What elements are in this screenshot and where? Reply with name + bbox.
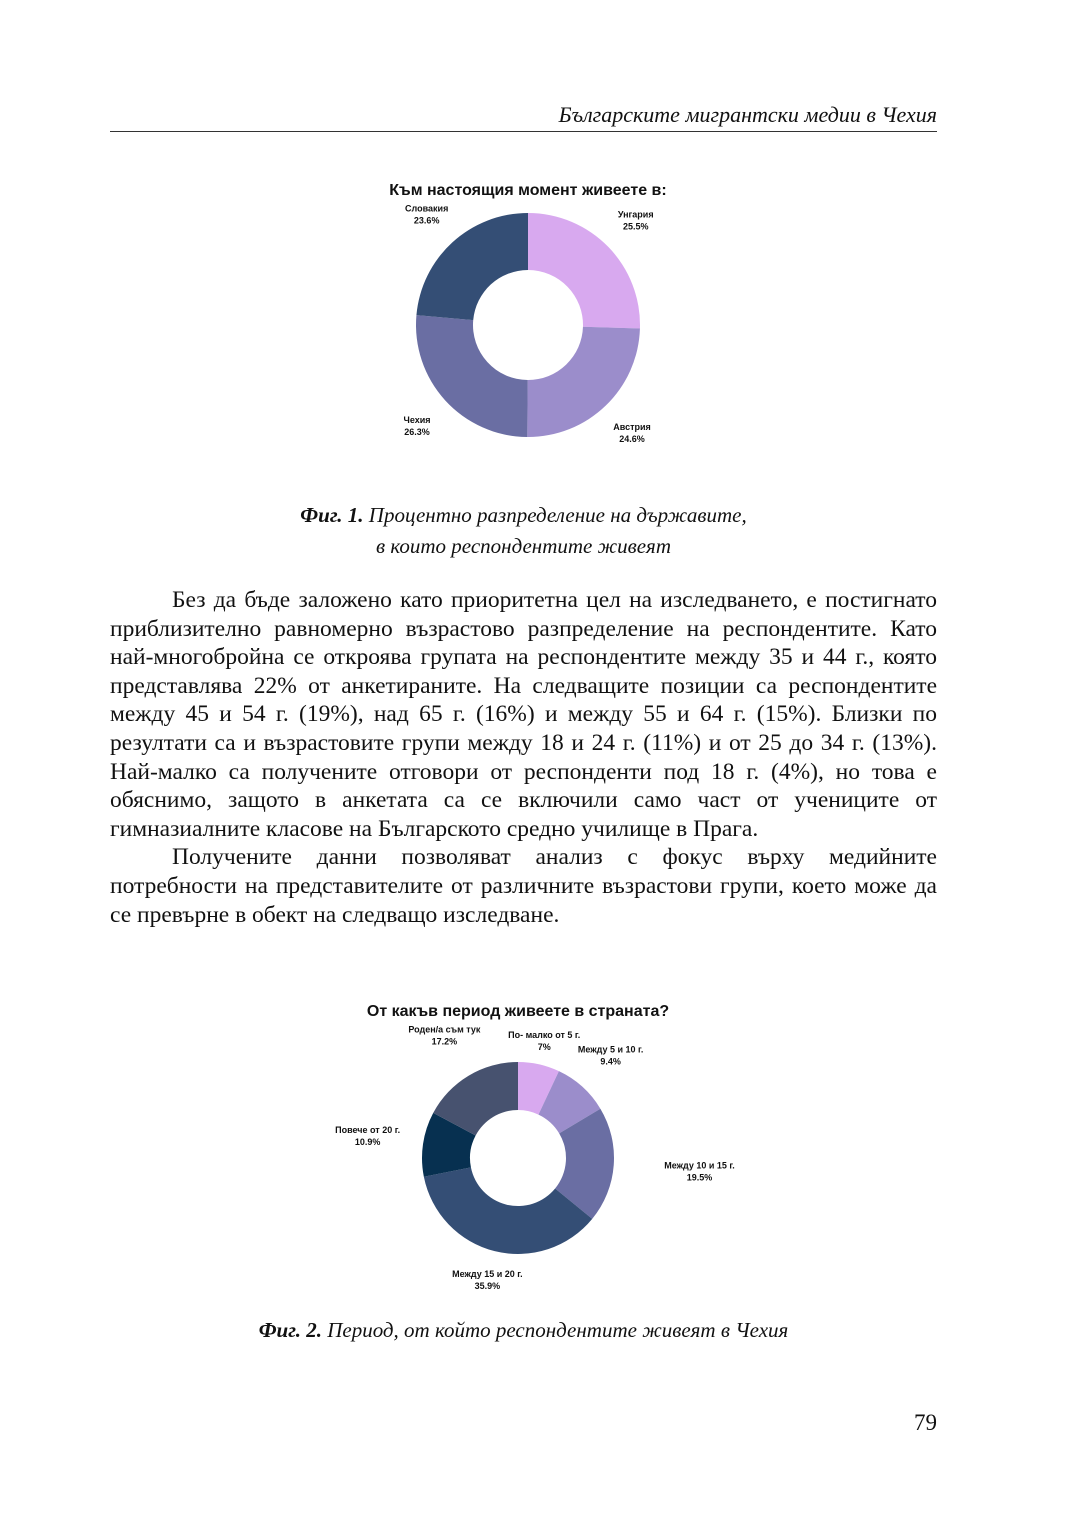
chart-2-value-2: 19.5%	[686, 1172, 713, 1183]
page-number: 79	[914, 1410, 937, 1435]
chart-1-slice-2	[416, 315, 528, 437]
chart-2-label-1: Между 5 и 10 г.	[577, 1044, 644, 1055]
chart-2-title: От какъв период живеете в страната?	[366, 1003, 670, 1020]
chart-1-title: Към настоящия момент живеете в:	[389, 182, 667, 199]
figure-2-caption-text: Период, от който респондентите живеят в Чехия	[327, 1318, 789, 1342]
figure-2-chart	[0, 990, 1080, 1290]
figure-1-chart	[0, 170, 1080, 460]
figure-1-caption-label: Фиг. 1.	[300, 503, 364, 527]
chart-1-value-3: 23.6%	[413, 215, 440, 226]
chart-2-label-0: По- малко от 5 г.	[508, 1029, 581, 1040]
figure-1-caption-line1: Процентно разпределение на държавите,	[368, 503, 747, 527]
donut-chart-countries	[0, 170, 1080, 460]
chart-2-value-5: 17.2%	[431, 1036, 458, 1047]
chart-1-value-0: 25.5%	[622, 221, 649, 232]
chart-2-value-3: 35.9%	[474, 1281, 501, 1290]
chart-1-value-1: 24.6%	[619, 434, 645, 445]
figure-1-caption-line2: в които респондентите живеят	[375, 534, 671, 558]
figure-2-caption	[110, 1315, 937, 1346]
chart-1-label-3: Словакия	[405, 203, 449, 214]
running-head: Българските мигрантски медии в Чехия	[110, 100, 937, 132]
chart-1-slice-3	[413, 213, 528, 320]
donut-chart-period	[0, 990, 1080, 1290]
chart-2-label-4: Повече от 20 г.	[335, 1124, 401, 1135]
chart-1-label-0: Унгария	[617, 209, 654, 220]
paragraph-2: Получените данни позволяват анализ с фокус върху медийните потребности на представителите от различните възрастови групи, което може да се превърне в обект на следващо изследване.	[110, 844, 937, 928]
chart-2-value-4: 10.9%	[354, 1136, 381, 1147]
figure-1-caption	[110, 500, 937, 562]
chart-2-label-5: Роден/а съм тук	[408, 1024, 481, 1035]
chart-1-slice-1	[527, 327, 640, 437]
figure-2-caption-label: Фиг. 2.	[258, 1318, 322, 1342]
chart-2-label-2: Между 10 и 15 г.	[664, 1160, 735, 1171]
chart-2-value-0: 7%	[537, 1041, 551, 1052]
body-text	[110, 586, 937, 929]
chart-1-value-2: 26.3%	[404, 426, 430, 437]
chart-2-label-3: Между 15 и 20 г.	[452, 1269, 523, 1280]
chart-1-label-1: Австрия	[613, 422, 651, 433]
chart-2-value-1: 9.4%	[600, 1056, 621, 1067]
chart-1-label-2: Чехия	[403, 414, 431, 425]
paragraph-1: Без да бъде заложено като приоритетна цел на изследването, е постигнато приблизително равномерно възрастово разпределение на респондентите. Като най-многобройна се откроява групата на респондентите между 35 и 44 г., която представлява 22% от анкетираните. На следващите позиции са респондентите между 45 и 54 г. (19%), над 65 г. (16%) и между 55 и 64 г. (15%). Близки по резултати са и възрастовите групи между 18 и 24 г. (11%) и от 25 до 34 г. (13%). Най-малко са получените отговори от респонденти под 18 г. (4%), но това е обяснимо, защото в анкетата са се включили само част от учениците от гимназиалните класове на Българското средно училище в Прага.	[110, 587, 937, 842]
